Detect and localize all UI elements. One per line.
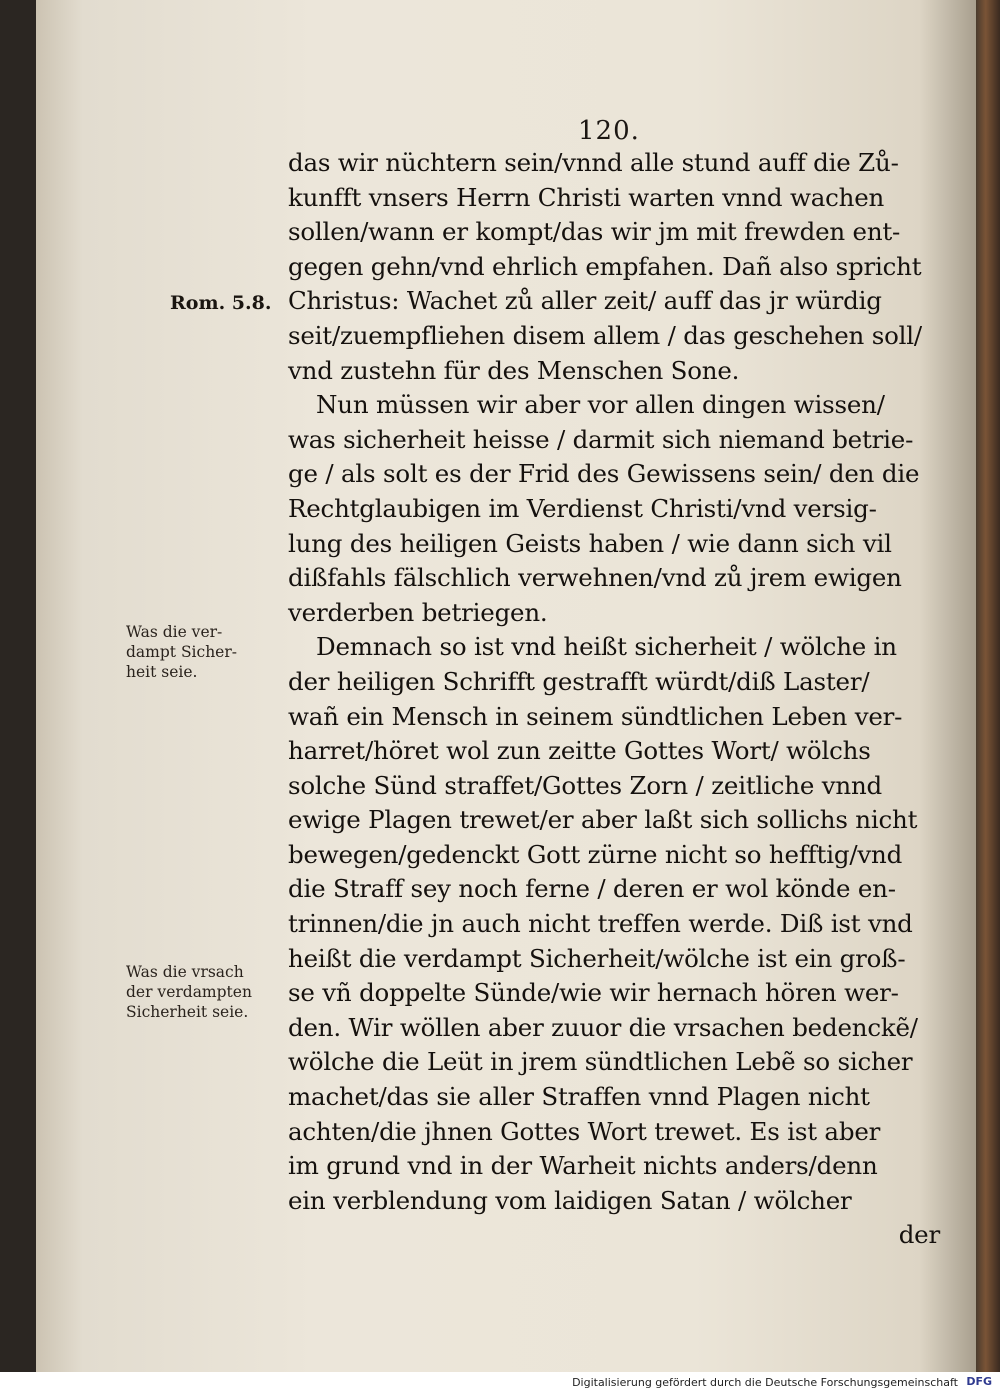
- text-line: achten/die jhnen Gottes Wort trewet. Es ist aber: [288, 1116, 881, 1146]
- margin-note-line: Was die ver-: [126, 623, 223, 641]
- text-line: Nun müssen wir aber vor allen dingen wissen/: [316, 390, 885, 420]
- text-line: solche Sünd straffet/Gottes Zorn / zeitliche vnnd: [288, 770, 883, 800]
- text-line: Rechtglaubigen im Verdienst Christi/vnd versig-: [288, 493, 877, 523]
- text-line: gegen gehn/vnd ehrlich empfahen. Dañ also spricht: [288, 251, 922, 281]
- text-line: ein verblendung vom laidigen Satan / wölcher: [288, 1185, 852, 1215]
- text-line: ge / als solt es der Frid des Gewissens sein/ den die: [288, 459, 920, 489]
- margin-note-sicherheit: [126, 622, 292, 682]
- text-line: vnd zustehn für des Menschen Sone.: [288, 355, 740, 385]
- text-line: trinnen/die jn auch nicht treffen werde. Diß ist vnd: [288, 909, 913, 939]
- margin-note-line: dampt Sicher-: [126, 643, 237, 661]
- text-line: ewige Plagen trewet/er aber laßt sich sollichs nicht: [288, 805, 918, 835]
- margin-note-line: Sicherheit seie.: [126, 1003, 249, 1021]
- text-line: verderben betriegen.: [288, 597, 548, 627]
- text-line: wölche die Leüt in jrem sündtlichen Lebẽ so sicher: [288, 1047, 913, 1077]
- text-line: Christus: Wachet zů aller zeit/ auff das jr würdig: [288, 286, 882, 316]
- text-line: der heiligen Schrifft gestrafft würdt/diß Laster/: [288, 666, 870, 696]
- text-line: se vñ doppelte Sünde/wie wir hernach hören wer-: [288, 978, 899, 1008]
- text-line: was sicherheit heisse / darmit sich niemand betrie-: [288, 424, 914, 454]
- margin-reference: Rom. 5.8.: [170, 292, 272, 314]
- text-line: seit/zuempfliehen disem allem / das geschehen soll/: [288, 320, 922, 350]
- book-edge: [976, 0, 1000, 1372]
- margin-note-line: heit seie.: [126, 663, 198, 681]
- text-line: wañ ein Mensch in seinem sündtlichen Leben ver-: [288, 701, 903, 731]
- body-text: [288, 146, 958, 1253]
- text-line: das wir nüchtern sein/vnnd alle stund auff die Zů-: [288, 148, 899, 177]
- margin-note-vrsach: [126, 962, 292, 1022]
- text-line: bewegen/gedenckt Gott zürne nicht so hefftig/vnd: [288, 839, 903, 869]
- catchword: der: [898, 1220, 940, 1250]
- footer-credit: Digitalisierung gefördert durch die Deutsche Forschungsgemeinschaft: [572, 1376, 958, 1389]
- dfg-logo: DFG: [966, 1375, 992, 1388]
- text-line: im grund vnd in der Warheit nichts anders/denn: [288, 1151, 878, 1181]
- text-line: machet/das sie aller Straffen vnnd Plagen nicht: [288, 1082, 870, 1112]
- margin-note-line: Was die vrsach: [126, 963, 244, 981]
- text-line: harret/höret wol zun zeitte Gottes Wort/ wölchs: [288, 736, 871, 766]
- footer-bar: [0, 1372, 1000, 1395]
- text-line: sollen/wann er kompt/das wir jm mit frewden ent-: [288, 217, 901, 247]
- text-line: Demnach so ist vnd heißt sicherheit / wölche in: [316, 632, 897, 662]
- text-line: heißt die verdampt Sicherheit/wölche ist ein groß-: [288, 943, 906, 973]
- text-line: lung des heiligen Geists haben / wie dann sich vil: [288, 528, 892, 558]
- text-line: kunfft vnsers Herrn Christi warten vnnd wachen: [288, 182, 885, 212]
- text-line: den. Wir wöllen aber zuuor die vrsachen bedenckẽ/: [288, 1012, 918, 1042]
- text-line: dißfahls fälschlich verwehnen/vnd zů jrem ewigen: [288, 563, 902, 593]
- margin-note-line: der verdampten: [126, 983, 252, 1001]
- text-line: die Straff sey noch ferne / deren er wol könde en-: [288, 874, 896, 904]
- page-number: 120.: [578, 116, 640, 146]
